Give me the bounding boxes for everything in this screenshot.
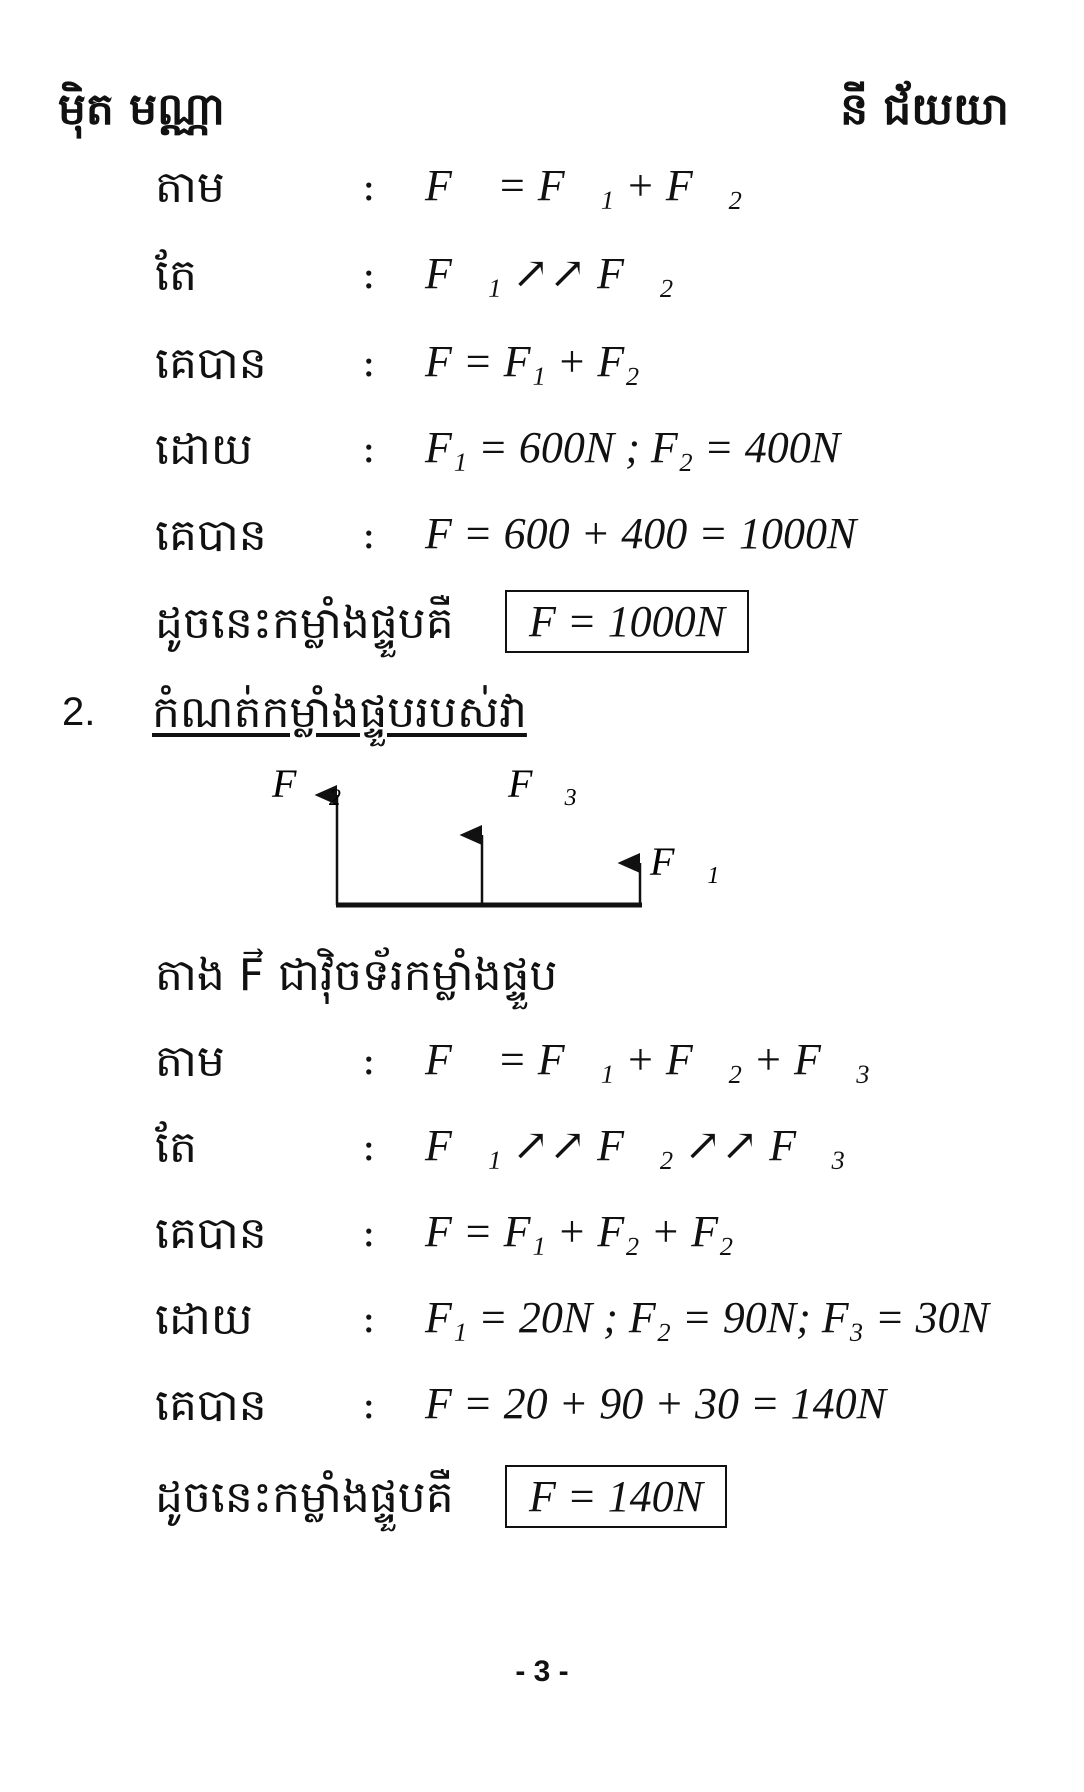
row-label: តាម xyxy=(155,162,225,213)
section-number: 2. xyxy=(62,690,96,734)
label-f3: F⃗₃ xyxy=(508,761,578,806)
equation: F = F₁ + F₂ + F₂ xyxy=(425,1207,734,1256)
answer-box: F = 1000N xyxy=(505,590,749,653)
label-f2: F⃗₂ xyxy=(272,761,342,806)
colon: : xyxy=(362,252,376,298)
colon: : xyxy=(362,340,376,386)
section-title: កំណត់កម្លាំងផ្ទួបរបស់វា xyxy=(152,687,527,738)
equation: F⃗ = F⃗₁ + F⃗₂ + F⃗₃ xyxy=(425,1035,871,1084)
row-label: គេបាន xyxy=(155,510,267,561)
equation: F = 600 + 400 = 1000N xyxy=(425,509,857,558)
row-label: ដោយ xyxy=(155,424,253,475)
conclusion-text: ដូចនេះកម្លាំងផ្ទួបគឺ xyxy=(155,598,454,649)
colon: : xyxy=(362,1124,376,1170)
colon: : xyxy=(362,512,376,558)
row-label: ដោយ xyxy=(155,1294,253,1345)
part2-intro: តាង F⃗ ជាវ៉ិចទ័រកម្លាំងផ្ទួប xyxy=(155,950,558,1001)
colon: : xyxy=(362,1296,376,1342)
colon: : xyxy=(362,426,376,472)
header-author-left: ម៉ិត មណ្ណា xyxy=(58,84,225,135)
colon: : xyxy=(362,1210,376,1256)
colon: : xyxy=(362,1038,376,1084)
equation: F⃗ = F⃗₁ + F⃗₂ xyxy=(425,161,743,210)
force-diagram xyxy=(0,745,1084,915)
row-label: តែ xyxy=(155,1122,197,1173)
label-f1: F⃗₁ xyxy=(650,839,720,884)
conclusion-text: ដូចនេះកម្លាំងផ្ទួបគឺ xyxy=(155,1472,454,1523)
equation: F₁ = 20N ; F₂ = 90N; F₃ = 30N xyxy=(425,1293,989,1342)
row-label: តាម xyxy=(155,1036,225,1087)
answer-box: F = 140N xyxy=(505,1465,727,1528)
equation: F₁ = 600N ; F₂ = 400N xyxy=(425,423,841,472)
page-number: - 3 - xyxy=(515,1655,569,1688)
row-label: គេបាន xyxy=(155,338,267,389)
colon: : xyxy=(362,1382,376,1428)
row-label: តែ xyxy=(155,250,197,301)
equation: F = 20 + 90 + 30 = 140N xyxy=(425,1379,886,1428)
equation: F = F₁ + F₂ xyxy=(425,337,640,386)
equation: F⃗₁ ↗↗ F⃗₂ ↗↗ F⃗₃ xyxy=(425,1121,846,1170)
equation: F⃗₁ ↗↗ F⃗₂ xyxy=(425,249,674,298)
header-author-right: នី ជ័យយា xyxy=(840,84,1009,135)
row-label: គេបាន xyxy=(155,1380,267,1431)
row-label: គេបាន xyxy=(155,1208,267,1259)
colon: : xyxy=(362,164,376,210)
